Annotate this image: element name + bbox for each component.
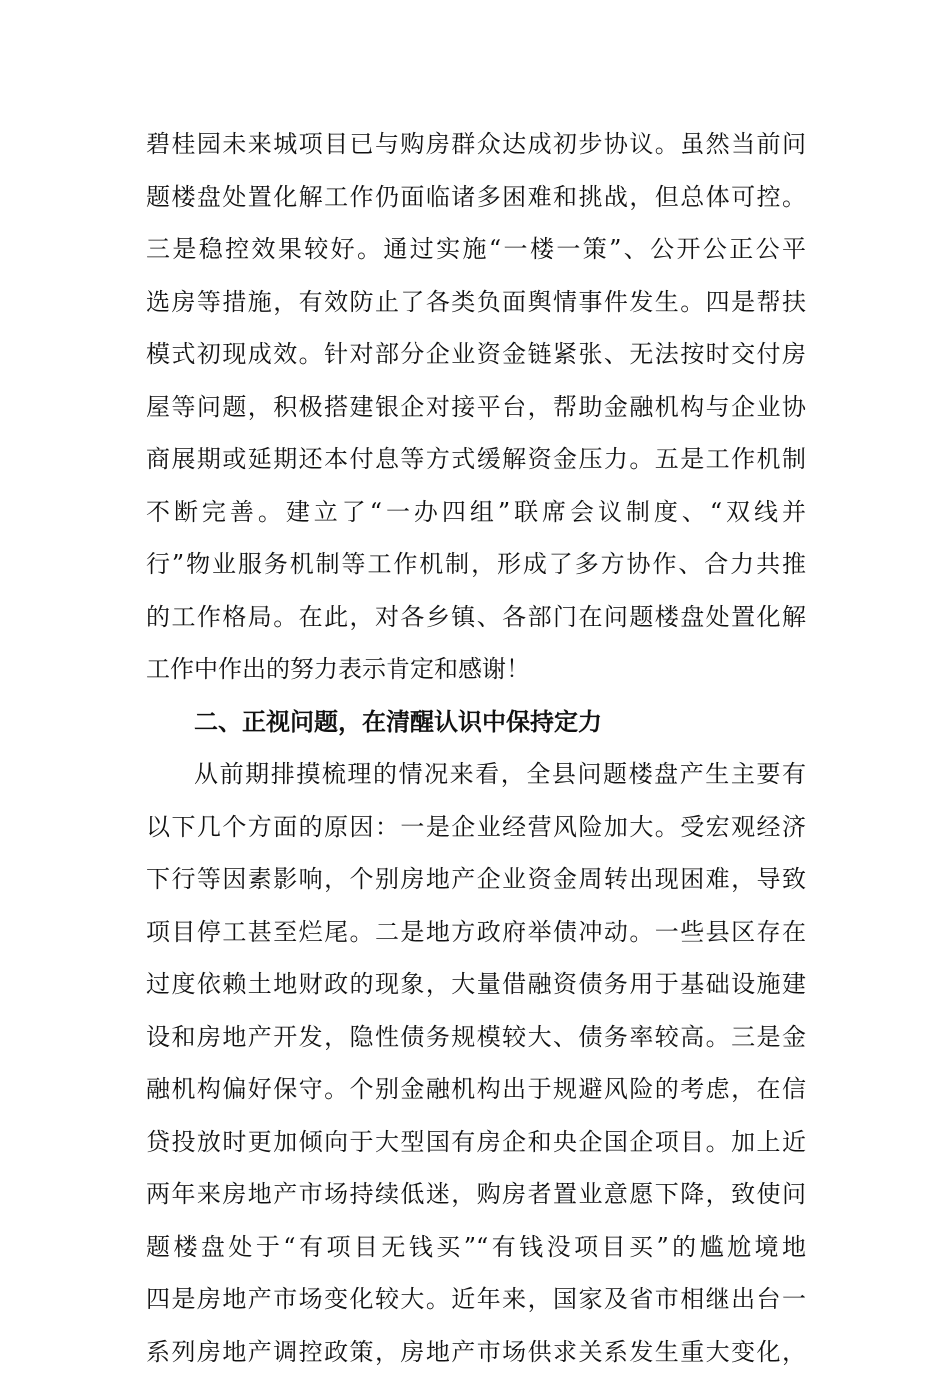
paragraph-line: 不断完善。建立了“一办四组”联席会议制度、“双线并 bbox=[146, 486, 806, 539]
paragraph-line: 的工作格局。在此，对各乡镇、各部门在问题楼盘处置化解 bbox=[146, 591, 806, 644]
paragraph-line: 以下几个方面的原因：一是企业经营风险加大。受宏观经济 bbox=[146, 801, 806, 854]
paragraph-line: 工作中作出的努力表示肯定和感谢！ bbox=[146, 643, 806, 696]
paragraph-line: 下行等因素影响，个别房地产企业资金周转出现困难，导致 bbox=[146, 853, 806, 906]
paragraph-line: 三是稳控效果较好。通过实施“一楼一策”、公开公正公平 bbox=[146, 223, 806, 276]
paragraph-line: 两年来房地产市场持续低迷，购房者置业意愿下降，致使问 bbox=[146, 1168, 806, 1221]
paragraph-line: 从前期排摸梳理的情况来看，全县问题楼盘产生主要有 bbox=[146, 748, 806, 801]
paragraph-line: 模式初现成效。针对部分企业资金链紧张、无法按时交付房 bbox=[146, 328, 806, 381]
paragraph-line: 题楼盘处置化解工作仍面临诸多困难和挑战，但总体可控。 bbox=[146, 171, 806, 224]
paragraph-line: 过度依赖土地财政的现象，大量借融资债务用于基础设施建 bbox=[146, 958, 806, 1011]
paragraph-line: 项目停工甚至烂尾。二是地方政府举债冲动。一些县区存在 bbox=[146, 906, 806, 959]
paragraph-line: 贷投放时更加倾向于大型国有房企和央企国企项目。加上近 bbox=[146, 1116, 806, 1169]
paragraph-line: 行”物业服务机制等工作机制，形成了多方协作、合力共推 bbox=[146, 538, 806, 591]
paragraph-line: 题楼盘处于“有项目无钱买”“有钱没项目买”的尴尬境地 bbox=[146, 1221, 806, 1274]
section-heading: 二、正视问题，在清醒认识中保持定力 bbox=[146, 696, 806, 749]
paragraph-line: 屋等问题，积极搭建银企对接平台，帮助金融机构与企业协 bbox=[146, 381, 806, 434]
paragraph-line: 碧桂园未来城项目已与购房群众达成初步协议。虽然当前问 bbox=[146, 118, 806, 171]
paragraph-line: 四是房地产市场变化较大。近年来，国家及省市相继出台一 bbox=[146, 1273, 806, 1326]
paragraph-line: 系列房地产调控政策，房地产市场供求关系发生重大变化， bbox=[146, 1326, 806, 1378]
paragraph-line: 选房等措施，有效防止了各类负面舆情事件发生。四是帮扶 bbox=[146, 276, 806, 329]
paragraph-line: 融机构偏好保守。个别金融机构出于规避风险的考虑，在信 bbox=[146, 1063, 806, 1116]
paragraph-line: 设和房地产开发，隐性债务规模较大、债务率较高。三是金 bbox=[146, 1011, 806, 1064]
paragraph-line: 商展期或延期还本付息等方式缓解资金压力。五是工作机制 bbox=[146, 433, 806, 486]
body-text bbox=[146, 118, 806, 1378]
